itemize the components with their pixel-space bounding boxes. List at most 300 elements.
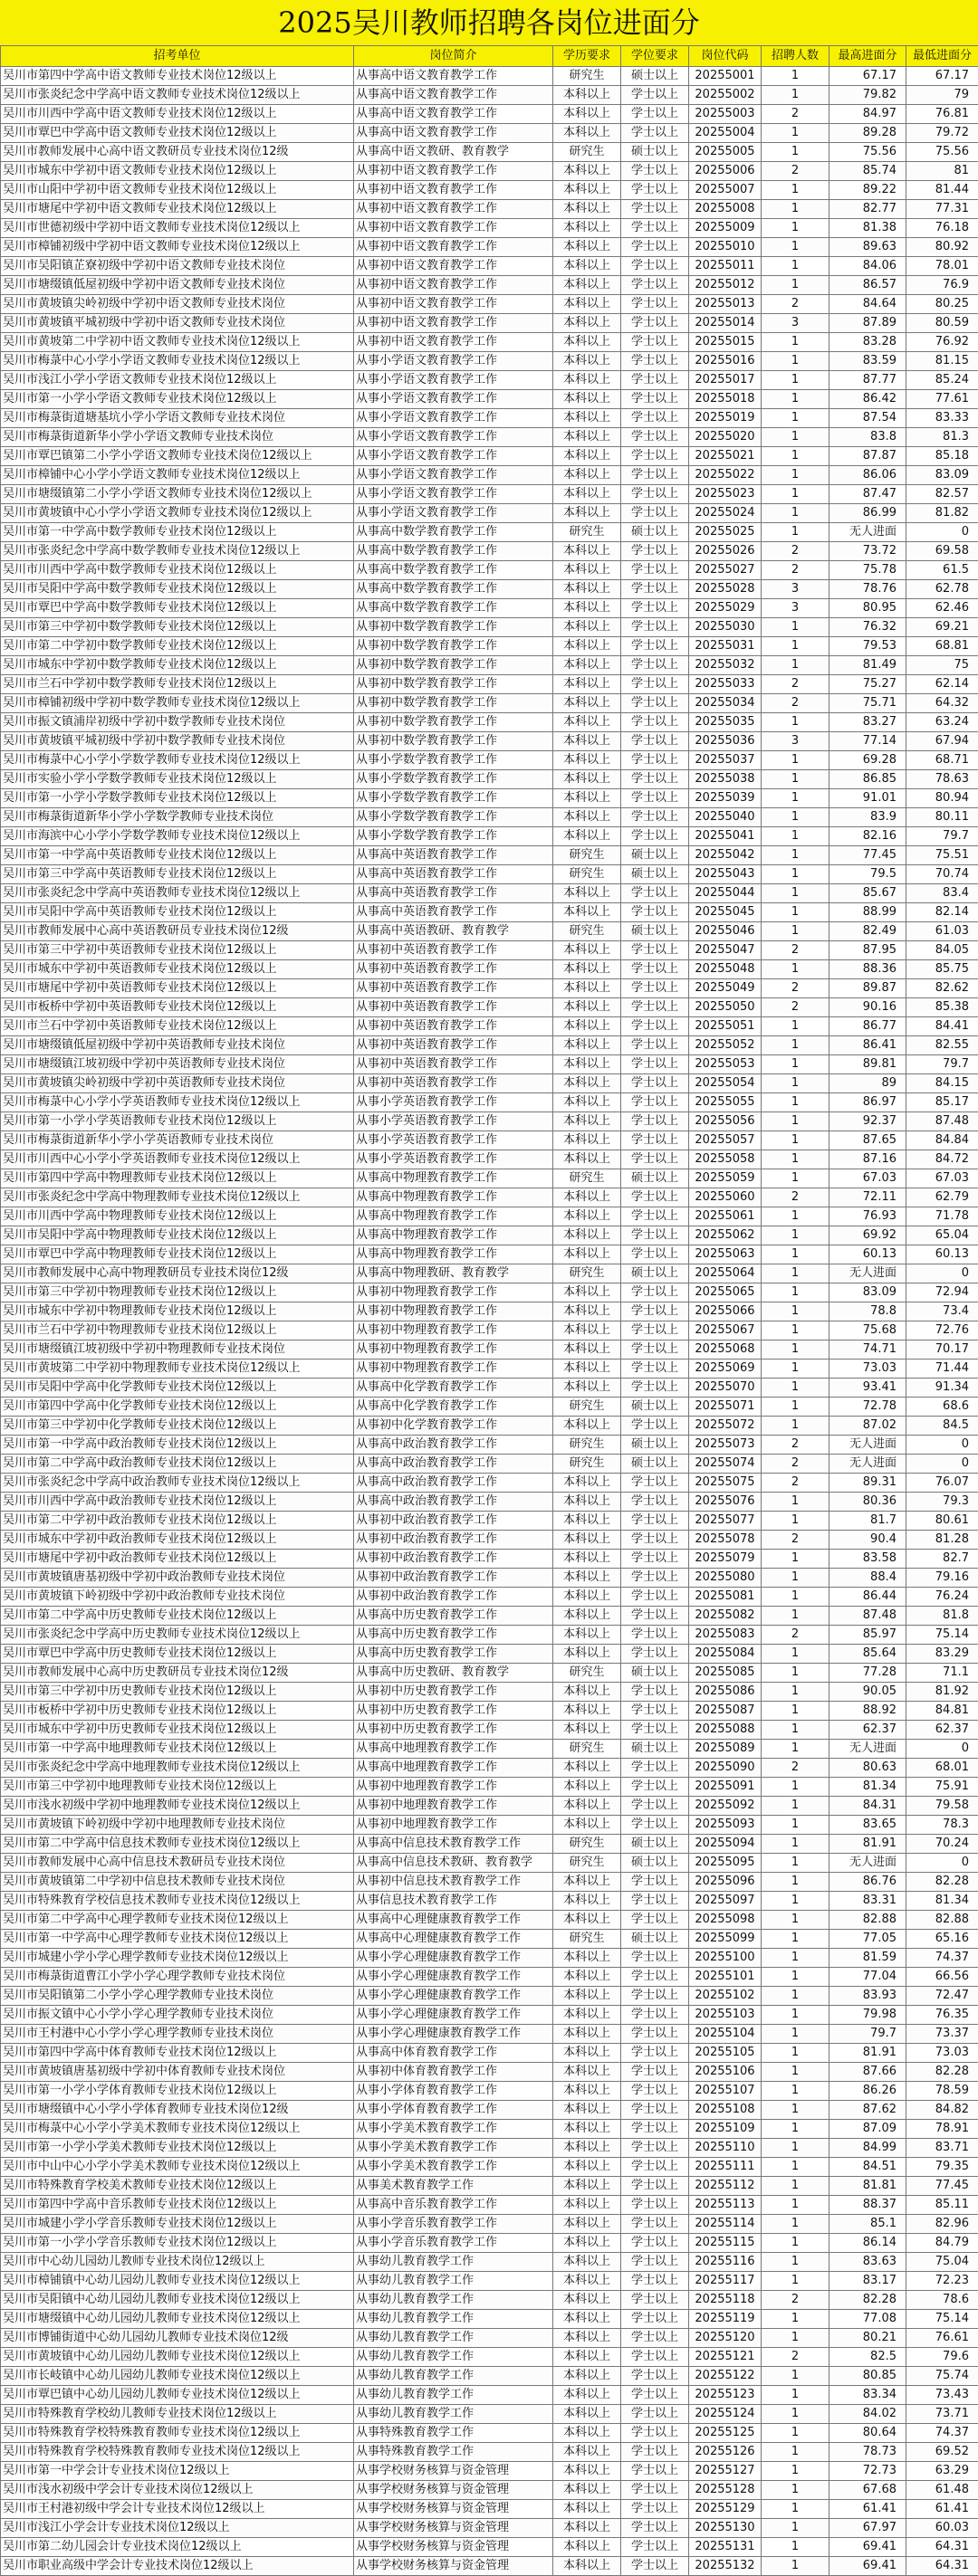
cell-max-score: 86.26 <box>829 2082 906 2101</box>
cell-post-code: 20255066 <box>689 1302 762 1321</box>
cell-min-score: 82.57 <box>906 485 978 504</box>
table-row <box>1 827 978 846</box>
cell-min-score: 64.31 <box>906 2538 978 2557</box>
cell-headcount: 1 <box>762 2025 829 2044</box>
cell-unit: 吴川市川西中学高中政治教师专业技术岗位12级以上 <box>1 1493 354 1512</box>
cell-unit: 吴川市中山中心小学小学美术教师专业技术岗位12级以上 <box>1 2158 354 2177</box>
cell-unit: 吴川市第一中学高中英语教师专业技术岗位12级以上 <box>1 846 354 865</box>
cell-post-desc: 从事高中数学教育教学工作 <box>354 561 553 580</box>
cell-degree: 学士以上 <box>621 86 689 105</box>
cell-education: 本科以上 <box>553 884 621 903</box>
cell-headcount: 2 <box>762 1531 829 1550</box>
cell-degree: 学士以上 <box>621 2215 689 2234</box>
cell-education: 本科以上 <box>553 1302 621 1321</box>
cell-min-score: 64.31 <box>906 2557 978 2576</box>
cell-headcount: 1 <box>762 1512 829 1531</box>
cell-headcount: 1 <box>762 485 829 504</box>
cell-min-score: 68.01 <box>906 1759 978 1778</box>
cell-max-score: 82.88 <box>829 1911 906 1930</box>
cell-headcount: 1 <box>762 922 829 941</box>
cell-degree: 学士以上 <box>621 2329 689 2348</box>
cell-headcount: 1 <box>762 504 829 523</box>
cell-max-score: 77.45 <box>829 846 906 865</box>
cell-max-score: 87.54 <box>829 409 906 428</box>
cell-headcount: 1 <box>762 1664 829 1683</box>
cell-min-score: 84.72 <box>906 1150 978 1169</box>
cell-education: 本科以上 <box>553 1702 621 1721</box>
cell-min-score: 65.04 <box>906 1226 978 1245</box>
cell-max-score: 83.09 <box>829 1283 906 1302</box>
cell-education: 本科以上 <box>553 1245 621 1264</box>
cell-min-score: 67.94 <box>906 732 978 751</box>
cell-post-code: 20255069 <box>689 1360 762 1379</box>
cell-min-score: 73.71 <box>906 2405 978 2424</box>
cell-max-score: 76.32 <box>829 618 906 637</box>
cell-degree: 学士以上 <box>621 1987 689 2006</box>
cell-post-code: 20255080 <box>689 1569 762 1588</box>
cell-education: 本科以上 <box>553 2405 621 2424</box>
cell-headcount: 2 <box>762 979 829 998</box>
cell-education: 本科以上 <box>553 1474 621 1493</box>
cell-min-score: 81 <box>906 162 978 181</box>
cell-education: 研究生 <box>553 1664 621 1683</box>
table-row <box>1 1740 978 1759</box>
cell-max-score: 86.14 <box>829 2234 906 2253</box>
cell-min-score: 70.74 <box>906 865 978 884</box>
cell-headcount: 1 <box>762 770 829 789</box>
cell-headcount: 1 <box>762 1911 829 1930</box>
cell-unit: 吴川市特殊教育学校特殊教育教师专业技术岗位12级以上 <box>1 2443 354 2462</box>
table-row <box>1 1379 978 1398</box>
cell-max-score: 77.14 <box>829 732 906 751</box>
cell-unit: 吴川市梅菉中心小学小学数学教师专业技术岗位12级以上 <box>1 751 354 770</box>
cell-education: 本科以上 <box>553 1017 621 1036</box>
table-row <box>1 865 978 884</box>
cell-headcount: 1 <box>762 827 829 846</box>
cell-headcount: 1 <box>762 371 829 390</box>
cell-headcount: 1 <box>762 333 829 352</box>
cell-post-code: 20255083 <box>689 1626 762 1645</box>
cell-post-code: 20255071 <box>689 1398 762 1417</box>
cell-degree: 学士以上 <box>621 1417 689 1436</box>
table-row <box>1 884 978 903</box>
cell-min-score: 0 <box>906 1854 978 1873</box>
cell-post-desc: 从事小学英语教育教学工作 <box>354 1150 553 1169</box>
cell-headcount: 1 <box>762 789 829 808</box>
cell-post-code: 20255110 <box>689 2139 762 2158</box>
cell-post-code: 20255004 <box>689 124 762 143</box>
cell-post-desc: 从事小学数学教育教学工作 <box>354 808 553 827</box>
cell-post-code: 20255094 <box>689 1835 762 1854</box>
cell-headcount: 1 <box>762 1892 829 1911</box>
cell-post-code: 20255092 <box>689 1797 762 1816</box>
cell-post-desc: 从事高中数学教育教学工作 <box>354 580 553 599</box>
cell-headcount: 1 <box>762 637 829 656</box>
cell-degree: 学士以上 <box>621 732 689 751</box>
cell-min-score: 78.63 <box>906 770 978 789</box>
cell-degree: 学士以上 <box>621 675 689 694</box>
cell-max-score: 92.37 <box>829 1112 906 1131</box>
cell-education: 本科以上 <box>553 2386 621 2405</box>
cell-max-score: 78.76 <box>829 580 906 599</box>
cell-post-desc: 从事高中数学教育教学工作 <box>354 523 553 542</box>
cell-headcount: 2 <box>762 1188 829 1207</box>
cell-degree: 学士以上 <box>621 1360 689 1379</box>
cell-post-code: 20255011 <box>689 257 762 276</box>
cell-unit: 吴川市黄坡第二中学初中语文教师专业技术岗位12级以上 <box>1 333 354 352</box>
cell-post-code: 20255073 <box>689 1436 762 1455</box>
cell-min-score: 66.56 <box>906 1968 978 1987</box>
cell-min-score: 76.81 <box>906 105 978 124</box>
table-row <box>1 1093 978 1112</box>
cell-unit: 吴川市教师发展中心高中信息技术教研员专业技术岗位 <box>1 1854 354 1873</box>
cell-unit: 吴川市黄坡镇平城初级中学初中数学教师专业技术岗位 <box>1 732 354 751</box>
cell-post-desc: 从事幼儿教育教学工作 <box>354 2291 553 2310</box>
cell-min-score: 62.46 <box>906 599 978 618</box>
cell-min-score: 67.17 <box>906 67 978 86</box>
cell-post-code: 20255081 <box>689 1588 762 1607</box>
cell-min-score: 75 <box>906 656 978 675</box>
cell-min-score: 62.79 <box>906 1188 978 1207</box>
cell-post-code: 20255013 <box>689 295 762 314</box>
cell-post-code: 20255101 <box>689 1968 762 1987</box>
cell-education: 本科以上 <box>553 960 621 979</box>
cell-post-code: 20255032 <box>689 656 762 675</box>
cell-headcount: 1 <box>762 1987 829 2006</box>
cell-min-score: 80.61 <box>906 1512 978 1531</box>
cell-degree: 学士以上 <box>621 1949 689 1968</box>
cell-headcount: 1 <box>762 656 829 675</box>
cell-unit: 吴川市梅菉街道新华小学小学数学教师专业技术岗位 <box>1 808 354 827</box>
table-row <box>1 1245 978 1264</box>
cell-degree: 学士以上 <box>621 1379 689 1398</box>
cell-headcount: 1 <box>762 865 829 884</box>
cell-degree: 学士以上 <box>621 2158 689 2177</box>
cell-post-code: 20255022 <box>689 466 762 485</box>
cell-max-score: 87.95 <box>829 941 906 960</box>
col-header-post-desc: 岗位简介 <box>354 46 553 67</box>
cell-education: 本科以上 <box>553 162 621 181</box>
cell-max-score: 82.28 <box>829 2291 906 2310</box>
cell-degree: 学士以上 <box>621 1721 689 1740</box>
cell-headcount: 1 <box>762 1721 829 1740</box>
cell-education: 本科以上 <box>553 2234 621 2253</box>
cell-post-code: 20255021 <box>689 447 762 466</box>
cell-headcount: 2 <box>762 675 829 694</box>
cell-unit: 吴川市樟铺中心小学小学语文教师专业技术岗位12级以上 <box>1 466 354 485</box>
cell-degree: 学士以上 <box>621 1226 689 1245</box>
cell-post-code: 20255057 <box>689 1131 762 1150</box>
cell-post-code: 20255026 <box>689 542 762 561</box>
cell-education: 本科以上 <box>553 390 621 409</box>
cell-min-score: 61.41 <box>906 2500 978 2519</box>
cell-post-desc: 从事初中语文教育教学工作 <box>354 314 553 333</box>
cell-education: 研究生 <box>553 143 621 162</box>
cell-post-desc: 从事初中数学教育教学工作 <box>354 694 553 713</box>
cell-degree: 学士以上 <box>621 2500 689 2519</box>
cell-post-code: 20255028 <box>689 580 762 599</box>
cell-education: 本科以上 <box>553 447 621 466</box>
cell-headcount: 1 <box>762 257 829 276</box>
cell-post-desc: 从事初中物理教育教学工作 <box>354 1321 553 1340</box>
cell-max-score: 79.7 <box>829 2025 906 2044</box>
table-row <box>1 86 978 105</box>
cell-education: 本科以上 <box>553 561 621 580</box>
cell-max-score: 84.99 <box>829 2139 906 2158</box>
cell-education: 本科以上 <box>553 1074 621 1093</box>
cell-min-score: 76.92 <box>906 333 978 352</box>
cell-unit: 吴川市特殊教育学校幼儿教师专业技术岗位12级以上 <box>1 2405 354 2424</box>
table-row <box>1 1759 978 1778</box>
cell-min-score: 80.25 <box>906 295 978 314</box>
cell-post-desc: 从事小学美术教育教学工作 <box>354 2139 553 2158</box>
cell-unit: 吴川市梅菉中心小学小学英语教师专业技术岗位12级以上 <box>1 1093 354 1112</box>
cell-min-score: 78.6 <box>906 2291 978 2310</box>
table-row <box>1 2234 978 2253</box>
cell-post-desc: 从事初中政治教育教学工作 <box>354 1569 553 1588</box>
table-row <box>1 1321 978 1340</box>
cell-post-code: 20255132 <box>689 2557 762 2576</box>
cell-post-desc: 从事高中信息技术教育教学工作 <box>354 1835 553 1854</box>
cell-degree: 学士以上 <box>621 1321 689 1340</box>
cell-headcount: 1 <box>762 1340 829 1360</box>
cell-degree: 硕士以上 <box>621 1398 689 1417</box>
cell-min-score: 81.8 <box>906 1607 978 1626</box>
cell-degree: 学士以上 <box>621 2557 689 2576</box>
cell-post-code: 20255098 <box>689 1911 762 1930</box>
cell-min-score: 0 <box>906 1740 978 1759</box>
cell-min-score: 80.92 <box>906 238 978 257</box>
table-row <box>1 1417 978 1436</box>
table-row <box>1 2386 978 2405</box>
cell-headcount: 1 <box>762 1036 829 1055</box>
cell-unit: 吴川市博铺街道中心幼儿园幼儿教师专业技术岗位12级 <box>1 2329 354 2348</box>
cell-post-desc: 从事高中英语教研、教育教学 <box>354 922 553 941</box>
cell-headcount: 1 <box>762 276 829 295</box>
cell-post-desc: 从事小学体育教育教学工作 <box>354 2082 553 2101</box>
cell-max-score: 无人进面 <box>829 1436 906 1455</box>
cell-post-desc: 从事高中心理健康教育教学工作 <box>354 1911 553 1930</box>
cell-degree: 学士以上 <box>621 1816 689 1835</box>
cell-education: 本科以上 <box>553 2063 621 2082</box>
cell-post-code: 20255007 <box>689 181 762 200</box>
table-row <box>1 1721 978 1740</box>
cell-education: 本科以上 <box>553 2443 621 2462</box>
cell-headcount: 1 <box>762 200 829 219</box>
cell-education: 本科以上 <box>553 770 621 789</box>
cell-max-score: 82.49 <box>829 922 906 941</box>
cell-degree: 学士以上 <box>621 390 689 409</box>
cell-headcount: 1 <box>762 181 829 200</box>
cell-post-desc: 从事高中心理健康教育教学工作 <box>354 1930 553 1949</box>
cell-min-score: 87.48 <box>906 1112 978 1131</box>
cell-education: 本科以上 <box>553 1550 621 1569</box>
cell-max-score: 83.31 <box>829 1892 906 1911</box>
cell-post-code: 20255096 <box>689 1873 762 1892</box>
cell-post-code: 20255036 <box>689 732 762 751</box>
cell-unit: 吴川市黄坡镇唐基初级中学初中政治教师专业技术岗位 <box>1 1569 354 1588</box>
cell-unit: 吴川市黄坡镇中心幼儿园幼儿教师专业技术岗位12级以上 <box>1 2348 354 2367</box>
cell-headcount: 1 <box>762 2405 829 2424</box>
cell-degree: 学士以上 <box>621 2253 689 2272</box>
cell-post-code: 20255041 <box>689 827 762 846</box>
cell-degree: 学士以上 <box>621 105 689 124</box>
cell-headcount: 1 <box>762 808 829 827</box>
cell-max-score: 75.56 <box>829 143 906 162</box>
cell-degree: 学士以上 <box>621 1550 689 1569</box>
cell-unit: 吴川市城东中学初中语文教师专业技术岗位12级以上 <box>1 162 354 181</box>
cell-post-code: 20255075 <box>689 1474 762 1493</box>
cell-unit: 吴川市第二中学高中政治教师专业技术岗位12级以上 <box>1 1455 354 1474</box>
table-row <box>1 1816 978 1835</box>
cell-max-score: 83.8 <box>829 428 906 447</box>
cell-education: 本科以上 <box>553 2424 621 2443</box>
cell-min-score: 72.76 <box>906 1321 978 1340</box>
table-row <box>1 1340 978 1360</box>
cell-unit: 吴川市第二中学初中数学教师专业技术岗位12级以上 <box>1 637 354 656</box>
cell-headcount: 1 <box>762 2367 829 2386</box>
cell-education: 本科以上 <box>553 1626 621 1645</box>
cell-unit: 吴川市城东中学初中英语教师专业技术岗位12级以上 <box>1 960 354 979</box>
cell-unit: 吴川市第四中学高中体育教师专业技术岗位12级以上 <box>1 2044 354 2063</box>
table-row <box>1 1512 978 1531</box>
cell-max-score: 85.67 <box>829 884 906 903</box>
cell-min-score: 84.05 <box>906 941 978 960</box>
cell-max-score: 62.37 <box>829 1721 906 1740</box>
cell-post-desc: 从事高中物理教育教学工作 <box>354 1245 553 1264</box>
cell-headcount: 1 <box>762 1379 829 1398</box>
cell-education: 本科以上 <box>553 2519 621 2538</box>
table-row <box>1 2538 978 2557</box>
cell-max-score: 80.21 <box>829 2329 906 2348</box>
cell-unit: 吴川市吴阳镇第二小学小学心理学教师专业技术岗位 <box>1 1987 354 2006</box>
cell-post-desc: 从事小学语文教育教学工作 <box>354 504 553 523</box>
cell-education: 本科以上 <box>553 1112 621 1131</box>
cell-max-score: 77.28 <box>829 1664 906 1683</box>
cell-max-score: 73.03 <box>829 1360 906 1379</box>
cell-max-score: 67.97 <box>829 2519 906 2538</box>
cell-max-score: 87.87 <box>829 447 906 466</box>
cell-education: 本科以上 <box>553 1968 621 1987</box>
cell-post-desc: 从事学校财务核算与资金管理 <box>354 2538 553 2557</box>
cell-max-score: 83.58 <box>829 1550 906 1569</box>
cell-post-code: 20255082 <box>689 1607 762 1626</box>
table-row <box>1 67 978 86</box>
cell-post-desc: 从事小学语文教育教学工作 <box>354 409 553 428</box>
cell-min-score: 79.72 <box>906 124 978 143</box>
cell-headcount: 1 <box>762 124 829 143</box>
cell-post-code: 20255003 <box>689 105 762 124</box>
cell-post-code: 20255010 <box>689 238 762 257</box>
cell-post-code: 20255120 <box>689 2329 762 2348</box>
cell-max-score: 90.4 <box>829 1531 906 1550</box>
cell-post-code: 20255029 <box>689 599 762 618</box>
cell-unit: 吴川市王村港初级中学会计专业技术岗位12级以上 <box>1 2500 354 2519</box>
cell-education: 本科以上 <box>553 2196 621 2215</box>
cell-post-desc: 从事小学语文教育教学工作 <box>354 390 553 409</box>
cell-post-desc: 从事学校财务核算与资金管理 <box>354 2462 553 2481</box>
cell-headcount: 2 <box>762 1436 829 1455</box>
cell-max-score: 74.71 <box>829 1340 906 1360</box>
cell-max-score: 83.17 <box>829 2272 906 2291</box>
cell-unit: 吴川市兰石中学初中英语教师专业技术岗位12级以上 <box>1 1017 354 1036</box>
cell-education: 本科以上 <box>553 504 621 523</box>
cell-education: 研究生 <box>553 1740 621 1759</box>
cell-post-code: 20255060 <box>689 1188 762 1207</box>
cell-max-score: 80.36 <box>829 1493 906 1512</box>
cell-headcount: 1 <box>762 1150 829 1169</box>
table-row <box>1 219 978 238</box>
cell-max-score: 81.34 <box>829 1778 906 1797</box>
cell-max-score: 86.06 <box>829 466 906 485</box>
cell-unit: 吴川市板桥中学初中历史教师专业技术岗位12级以上 <box>1 1702 354 1721</box>
cell-post-code: 20255086 <box>689 1683 762 1702</box>
cell-education: 本科以上 <box>553 998 621 1017</box>
cell-headcount: 1 <box>762 390 829 409</box>
cell-max-score: 无人进面 <box>829 1740 906 1759</box>
cell-max-score: 77.08 <box>829 2310 906 2329</box>
table-row <box>1 2500 978 2519</box>
cell-degree: 学士以上 <box>621 1645 689 1664</box>
cell-min-score: 77.31 <box>906 200 978 219</box>
cell-post-code: 20255061 <box>689 1207 762 1226</box>
cell-min-score: 73.03 <box>906 2044 978 2063</box>
table-row <box>1 618 978 637</box>
cell-post-desc: 从事小学音乐教育教学工作 <box>354 2234 553 2253</box>
cell-degree: 学士以上 <box>621 200 689 219</box>
cell-post-desc: 从事初中语文教育教学工作 <box>354 295 553 314</box>
cell-post-desc: 从事高中历史教研、教育教学 <box>354 1664 553 1683</box>
cell-degree: 硕士以上 <box>621 1740 689 1759</box>
cell-max-score: 77.04 <box>829 1968 906 1987</box>
cell-min-score: 79.3 <box>906 1493 978 1512</box>
cell-min-score: 79 <box>906 86 978 105</box>
cell-degree: 学士以上 <box>621 2367 689 2386</box>
header-row <box>1 46 978 67</box>
table-row <box>1 1949 978 1968</box>
cell-degree: 硕士以上 <box>621 1664 689 1683</box>
cell-post-desc: 从事小学心理健康教育教学工作 <box>354 1968 553 1987</box>
cell-unit: 吴川市浅江小学小学语文教师专业技术岗位12级以上 <box>1 371 354 390</box>
cell-headcount: 1 <box>762 1245 829 1264</box>
cell-education: 本科以上 <box>553 1417 621 1436</box>
cell-min-score: 76.07 <box>906 1474 978 1493</box>
cell-min-score: 82.55 <box>906 1036 978 1055</box>
cell-min-score: 61.03 <box>906 922 978 941</box>
cell-education: 研究生 <box>553 67 621 86</box>
cell-degree: 学士以上 <box>621 1055 689 1074</box>
cell-post-code: 20255020 <box>689 428 762 447</box>
table-row <box>1 2272 978 2291</box>
cell-min-score: 68.6 <box>906 1398 978 1417</box>
cell-unit: 吴川市城东中学初中政治教师专业技术岗位12级以上 <box>1 1531 354 1550</box>
cell-degree: 硕士以上 <box>621 1930 689 1949</box>
table-row <box>1 1017 978 1036</box>
cell-min-score: 60.03 <box>906 2519 978 2538</box>
cell-unit: 吴川市第一小学小学美术教师专业技术岗位12级以上 <box>1 2139 354 2158</box>
table-row <box>1 1264 978 1283</box>
cell-unit: 吴川市覃巴中学高中语文教师专业技术岗位12级以上 <box>1 124 354 143</box>
cell-max-score: 78.8 <box>829 1302 906 1321</box>
cell-education: 研究生 <box>553 1930 621 1949</box>
cell-education: 本科以上 <box>553 105 621 124</box>
cell-post-code: 20255052 <box>689 1036 762 1055</box>
cell-post-desc: 从事初中英语教育教学工作 <box>354 960 553 979</box>
cell-education: 本科以上 <box>553 2101 621 2120</box>
cell-headcount: 2 <box>762 1474 829 1493</box>
cell-headcount: 1 <box>762 1645 829 1664</box>
cell-degree: 学士以上 <box>621 2291 689 2310</box>
